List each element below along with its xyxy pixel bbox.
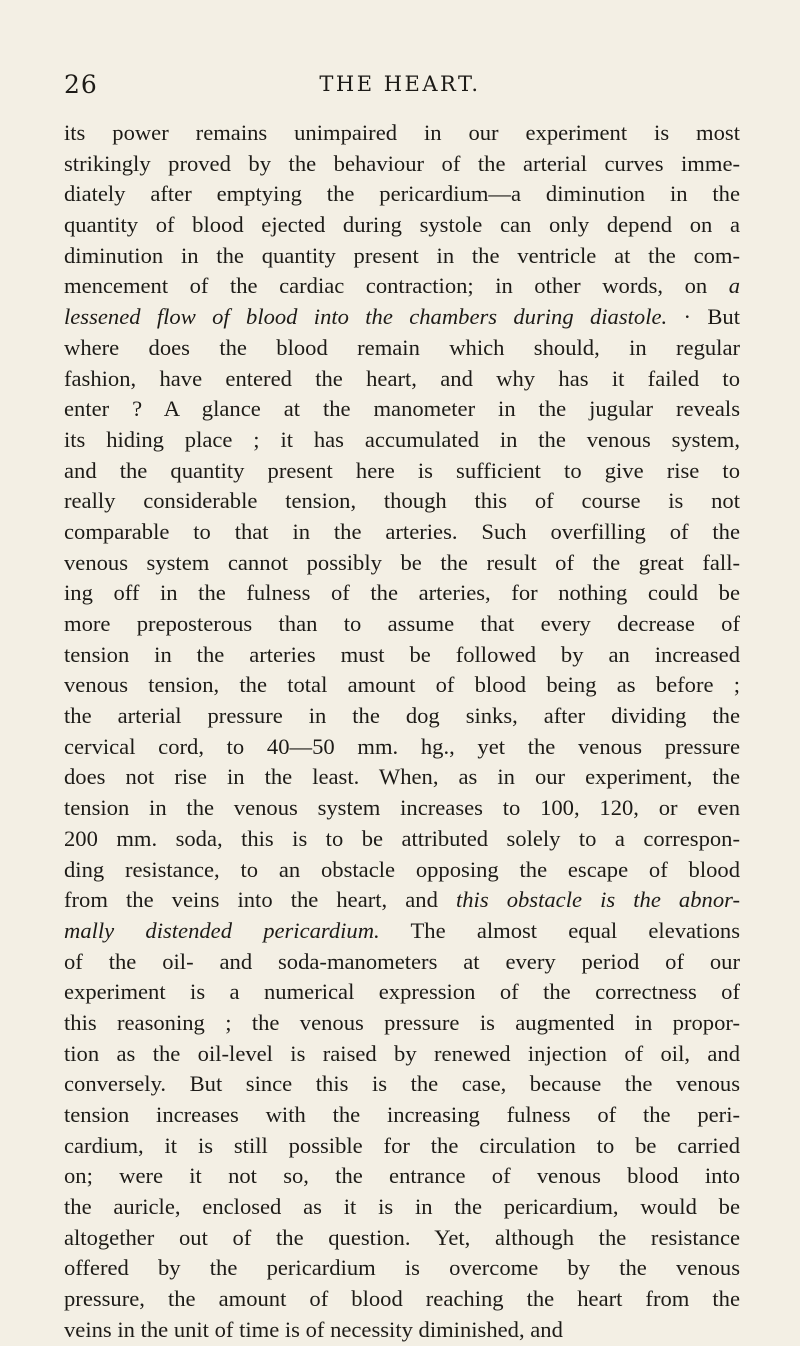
page-header bbox=[0, 70, 800, 104]
text-segment: quantity of blood ejected during systole can only depend on a bbox=[64, 212, 740, 238]
text-line bbox=[64, 517, 740, 548]
text-segment: this reasoning ; the venous pressure is augmented in propor- bbox=[64, 1009, 740, 1035]
text-segment: its hiding place ; it has accumulated in the venous system, bbox=[64, 426, 740, 452]
text-segment: tension in the venous system increases to 100, 120, or even bbox=[64, 795, 740, 821]
text-line bbox=[64, 394, 740, 425]
text-segment: and the quantity present here is sufficient to give rise to bbox=[64, 457, 740, 483]
text-line bbox=[64, 1253, 740, 1284]
italic-text: mally distended pericardium. bbox=[64, 917, 380, 943]
text-line bbox=[64, 762, 740, 793]
text-segment: enter ? A glance at the manometer in the jugular reveals bbox=[64, 396, 740, 422]
text-segment: strikingly proved by the behaviour of the arterial curves imme- bbox=[64, 150, 740, 176]
text-segment: of the oil- and soda-manometers at every period of our bbox=[64, 948, 740, 974]
text-line bbox=[64, 855, 740, 886]
text-line bbox=[64, 1161, 740, 1192]
text-line bbox=[64, 1100, 740, 1131]
text-line bbox=[64, 1131, 740, 1162]
text-segment: veins in the unit of time is of necessity diminished, and bbox=[64, 1316, 563, 1342]
text-line bbox=[64, 670, 740, 701]
italic-text: this obstacle is the abnor- bbox=[455, 887, 740, 913]
text-segment: The almost equal elevations bbox=[379, 917, 740, 943]
text-segment: its power remains unimpaired in our experiment is most bbox=[64, 120, 740, 145]
text-segment: diminution in the quantity present in the ventricle at the com- bbox=[64, 242, 740, 268]
text-segment: ing off in the fulness of the arteries, for nothing could be bbox=[64, 580, 740, 606]
text-line bbox=[64, 578, 740, 609]
text-segment: venous system cannot possibly be the result of the great fall- bbox=[64, 549, 740, 575]
text-line bbox=[64, 1008, 740, 1039]
text-line bbox=[64, 333, 740, 364]
text-line bbox=[64, 456, 740, 487]
text-line bbox=[64, 609, 740, 640]
text-segment: where does the blood remain which should, in regular bbox=[64, 334, 740, 360]
text-line bbox=[64, 793, 740, 824]
text-segment: diately after emptying the pericardium—a diminution in the bbox=[64, 181, 740, 207]
text-segment: cardium, it is still possible for the circulation to be carried bbox=[64, 1132, 740, 1158]
text-line bbox=[64, 947, 740, 978]
text-segment: conversely. But since this is the case, because the venous bbox=[64, 1071, 740, 1097]
text-line bbox=[64, 1284, 740, 1315]
text-line bbox=[64, 916, 740, 947]
running-title: THE HEART. bbox=[319, 72, 481, 96]
page-number: 26 bbox=[64, 70, 98, 99]
text-line bbox=[64, 640, 740, 671]
text-line bbox=[64, 271, 740, 302]
text-line bbox=[64, 885, 740, 916]
text-line bbox=[64, 486, 740, 517]
text-line bbox=[64, 118, 740, 149]
text-segment: more preposterous than to assume that every decrease of bbox=[64, 611, 740, 636]
text-segment: comparable to that in the arteries. Such overfilling of the bbox=[64, 518, 740, 544]
text-line bbox=[64, 425, 740, 456]
text-line bbox=[64, 1039, 740, 1070]
text-segment: pressure, the amount of blood reaching the heart from the bbox=[64, 1286, 740, 1312]
text-segment: ding resistance, to an obstacle opposing the escape of blood bbox=[64, 856, 740, 882]
text-line bbox=[64, 1223, 740, 1254]
text-line bbox=[64, 824, 740, 855]
text-line bbox=[64, 302, 740, 333]
text-segment: mencement of the cardiac contraction; in other words, on bbox=[64, 273, 729, 299]
text-segment: on; were it not so, the entrance of venous blood into bbox=[64, 1163, 740, 1189]
text-segment: the auricle, enclosed as it is in the pericardium, would be bbox=[64, 1194, 740, 1220]
text-segment: tension increases with the increasing fulness of the peri- bbox=[64, 1102, 740, 1127]
text-segment: · But bbox=[667, 304, 740, 330]
text-segment: fashion, have entered the heart, and why has it failed to bbox=[64, 365, 740, 391]
text-line bbox=[64, 701, 740, 732]
text-line bbox=[64, 732, 740, 763]
text-line bbox=[64, 210, 740, 241]
text-segment: the arterial pressure in the dog sinks, after dividing the bbox=[64, 703, 740, 729]
text-segment: does not rise in the least. When, as in our experiment, the bbox=[64, 764, 740, 790]
text-line bbox=[64, 364, 740, 395]
text-segment: venous tension, the total amount of blood being as before ; bbox=[64, 672, 740, 698]
body-text bbox=[64, 118, 740, 1346]
text-segment: 200 mm. soda, this is to be attributed solely to a correspon- bbox=[64, 825, 740, 851]
text-segment: from the veins into the heart, and bbox=[64, 887, 456, 913]
text-segment: offered by the pericardium is overcome by the venous bbox=[64, 1255, 740, 1281]
text-segment: cervical cord, to 40—50 mm. hg., yet the venous pressure bbox=[64, 733, 740, 759]
italic-text: a bbox=[728, 273, 740, 299]
text-segment: altogether out of the question. Yet, although the resistance bbox=[64, 1224, 740, 1250]
text-line bbox=[64, 241, 740, 272]
italic-text: lessened flow of blood into the chambers during diastole. bbox=[64, 304, 668, 330]
text-line bbox=[64, 977, 740, 1008]
text-line bbox=[64, 149, 740, 180]
text-line bbox=[64, 179, 740, 210]
text-segment: tion as the oil-level is raised by renewed injection of oil, and bbox=[64, 1040, 740, 1066]
text-segment: tension in the arteries must be followed by an increased bbox=[64, 641, 740, 667]
text-line bbox=[64, 548, 740, 579]
text-line bbox=[64, 1315, 740, 1346]
text-line bbox=[64, 1069, 740, 1100]
text-line bbox=[64, 1192, 740, 1223]
text-segment: experiment is a numerical expression of the correctness of bbox=[64, 979, 740, 1005]
text-segment: really considerable tension, though this of course is not bbox=[64, 488, 740, 514]
